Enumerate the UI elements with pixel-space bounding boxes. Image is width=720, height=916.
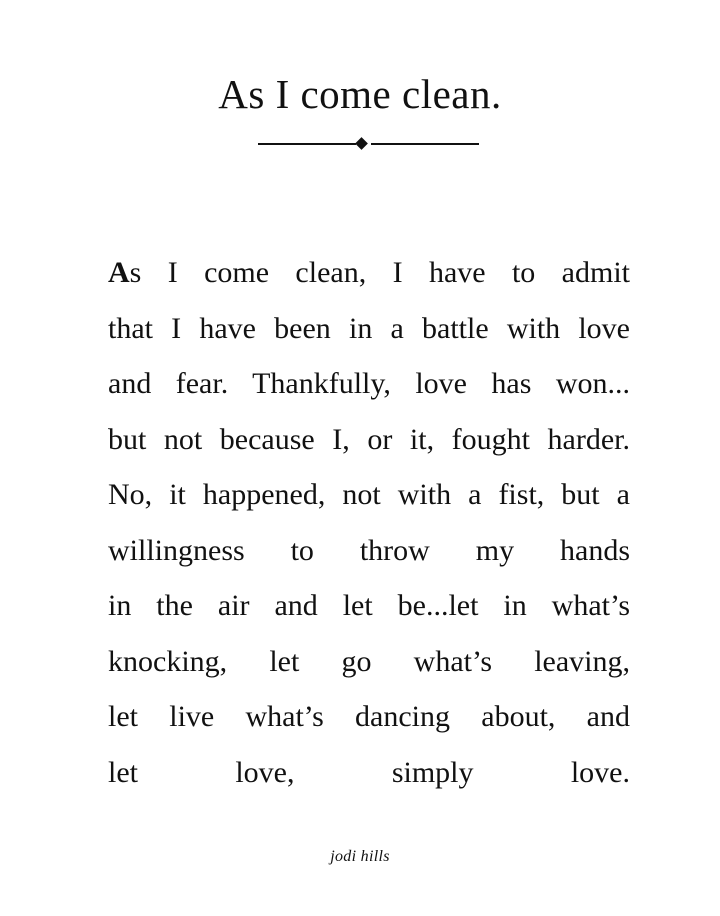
author-signature: jodi hills — [330, 848, 390, 865]
diamond-icon — [355, 137, 368, 150]
page-title: As I come clean. — [218, 71, 502, 117]
poem-line-1-text: s I come clean, I have to admit — [129, 256, 630, 289]
drop-cap: A — [108, 256, 130, 289]
poem-line-5: No, it happened, not with a fist, but a — [108, 478, 630, 511]
poem-line-2: that I have been in a battle with love — [108, 311, 630, 345]
divider-line-right — [371, 143, 479, 145]
poem-line-10: let love, simply love. — [108, 755, 630, 789]
poem-line-1 — [108, 250, 630, 306]
poem-line-7: in the air and let be...let in what’s — [108, 589, 630, 622]
poem-body — [108, 250, 630, 805]
poem-line-4: but not because I, or it, fought harder. — [108, 422, 630, 456]
poem-line-6: willingness to throw my hands — [108, 533, 630, 567]
poem-line-3: and fear. Thankfully, love has won... — [108, 367, 630, 400]
title-divider-ornament — [258, 137, 479, 151]
poem-line-8: knocking, let go what’s leaving, — [108, 644, 630, 678]
poem-line-9: let live what’s dancing about, and — [108, 700, 630, 733]
divider-line-left — [258, 143, 356, 145]
